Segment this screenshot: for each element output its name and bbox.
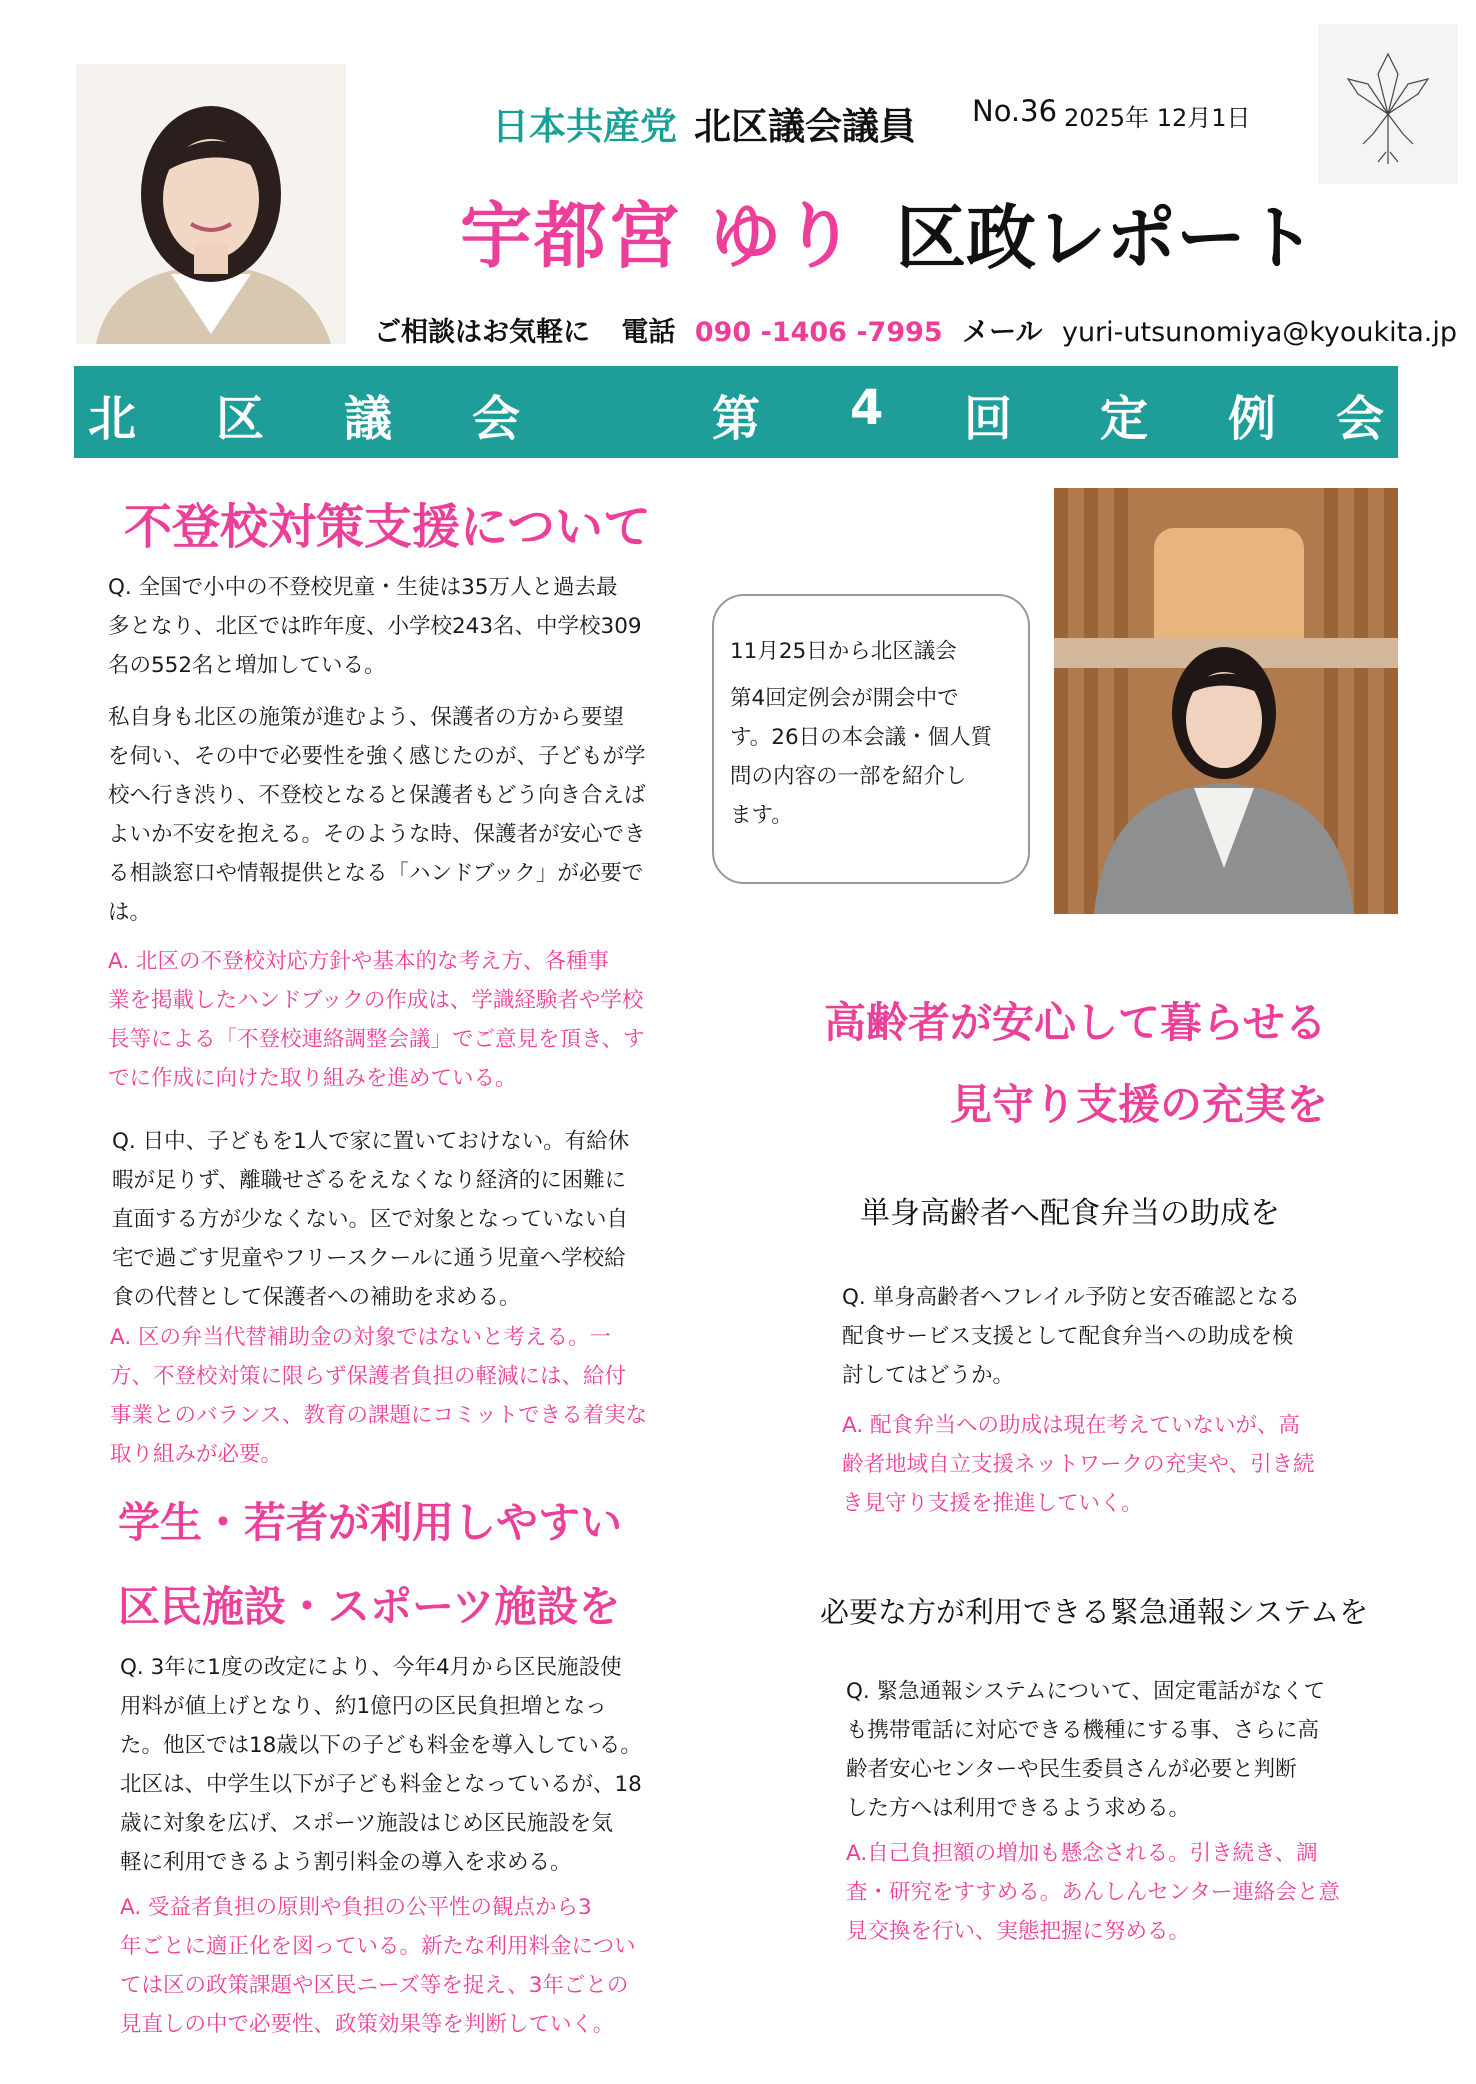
issue-date: 2025年 12月1日 [1064, 104, 1251, 132]
text-line: も携帯電話に対応できる機種にする事、さらに高 [846, 1718, 1320, 1743]
text-line: 配食サービス支援として配食弁当への助成を検 [842, 1324, 1294, 1349]
issue-number: No.36 [972, 94, 1058, 128]
text-line: ては区の政策課題や区民ニーズ等を捉え、3年ごとの [120, 1973, 629, 1998]
text-line: A. 受益者負担の原則や負担の公平性の観点から3 [120, 1895, 592, 1920]
contact-lead: ご相談はお気軽に [374, 317, 590, 348]
text-line: は。 [108, 900, 152, 925]
session-notice-bubble [712, 594, 1030, 884]
text-line: 私自身も北区の施策が進むよう、保護者の方から要望 [108, 705, 625, 730]
section-heading-youth-2: 区民施設・スポーツ施設を [118, 1582, 621, 1631]
section-heading-youth-1: 学生・若者が利用しやすい [118, 1498, 623, 1547]
banner-char: 例 [1228, 391, 1277, 447]
truancy-answer-1 [108, 942, 708, 1098]
banner-char: 4 [850, 380, 884, 436]
text-line: Q. 単身高齢者へフレイル予防と安否確認となる [842, 1285, 1301, 1310]
banner-char: 北 [88, 391, 137, 447]
text-line: 齢者地域自立支援ネットワークの充実や、引き続 [842, 1452, 1315, 1477]
text-line: 北区は、中学生以下が子ども料金となっているが、18 [120, 1772, 642, 1797]
lily-sketch-illustration [1318, 24, 1458, 184]
text-line: を伺い、その中で必要性を強く感じたのが、子どもが学 [108, 744, 646, 769]
text-line: 歳に対象を広げ、スポーツ施設はじめ区民施設を気 [120, 1811, 613, 1836]
banner-char: 会 [472, 391, 521, 447]
truancy-paragraph [108, 698, 708, 932]
banner-char: 第 [712, 391, 761, 447]
text-line: でに作成に向けた取り組みを進めている。 [108, 1066, 517, 1091]
banner-char: 会 [1336, 391, 1385, 447]
text-line: 校へ行き渋り、不登校となると保護者もどう向き合えば [108, 783, 646, 808]
subheading-emergency-system: 必要な方が利用できる緊急通報システムを [820, 1595, 1369, 1629]
text-line: 名の552名と増加している。 [108, 653, 386, 678]
section-heading-truancy: 不登校対策支援について [124, 499, 652, 555]
text-line: す。26日の本会議・個人質 [730, 725, 993, 750]
text-line: Q. 3年に1度の改定により、今年4月から区民施設使 [120, 1655, 622, 1680]
text-line: た。他区では18歳以下の子ども料金を導入している。 [120, 1733, 642, 1758]
text-line: 業を掲載したハンドブックの作成は、学識経験者や学校 [108, 988, 644, 1013]
text-line: 直面する方が少なくない。区で対象となっていない自 [112, 1207, 629, 1232]
text-line: Q. 日中、子どもを1人で家に置いておけない。有給休 [112, 1129, 630, 1154]
banner-char: 区 [216, 391, 265, 447]
text-line: る相談窓口や情報提供となる「ハンドブック」が必要で [108, 861, 644, 886]
text-line: 事業とのバランス、教育の課題にコミットできる着実な [110, 1403, 648, 1428]
text-line: A. 配食弁当への助成は現在考えていないが、高 [842, 1413, 1301, 1438]
elderly-question-1 [842, 1278, 1402, 1395]
text-line: よいか不安を抱える。そのような時、保護者が安心でき [108, 822, 646, 847]
text-line: 暇が足りず、離職せざるをえなくなり経済的に困難に [112, 1168, 627, 1193]
text-line: 食の代替として保護者への補助を求める。 [112, 1285, 521, 1310]
text-line: 問の内容の一部を紹介し [730, 764, 967, 789]
text-line: 長等による「不登校連絡調整会議」でご意見を頂き、す [108, 1027, 645, 1052]
text-line: 宅で過ごす児童やフリースクールに通う児童へ学校給 [112, 1246, 626, 1271]
phone-number[interactable]: 090 -1406 -7995 [694, 317, 943, 348]
phone-label: 電話 [621, 317, 676, 348]
text-line: した方へは利用できるよう求める。 [846, 1796, 1191, 1821]
text-line: A.自己負担額の増加も懸念される。引き続き、調 [846, 1841, 1318, 1866]
assembly-photo [1054, 488, 1398, 914]
text-line: 取り組みが必要。 [110, 1442, 283, 1467]
elderly-answer-1 [842, 1406, 1402, 1523]
text-line: 11月25日から北区議会 [730, 639, 957, 664]
text-line: 見交換を行い、実態把握に努める。 [846, 1919, 1191, 1944]
subheading-meal-subsidy: 単身高齢者へ配食弁当の助成を [860, 1196, 1280, 1231]
youth-answer [120, 1888, 720, 2044]
banner-char: 回 [964, 391, 1013, 447]
text-line: 方、不登校対策に限らず保護者負担の軽減には、給付 [110, 1364, 627, 1389]
email-address[interactable]: yuri-utsunomiya@kyoukita.jp [1061, 317, 1458, 348]
councilor-role: 北区議会議員 [694, 105, 916, 148]
text-line: 見直しの中で必要性、政策効果等を判断していく。 [120, 2012, 615, 2037]
text-line: 用料が値上げとなり、約1億円の区民負担増となっ [120, 1694, 607, 1719]
text-line: A. 北区の不登校対応方針や基本的な考え方、各種事 [108, 949, 610, 974]
text-line: き見守り支援を推進していく。 [842, 1491, 1143, 1516]
session-banner [74, 366, 1398, 458]
banner-char: 議 [344, 391, 393, 447]
truancy-question-2 [112, 1122, 712, 1317]
text-line: 第4回定例会が開会中で [730, 686, 959, 711]
contact-line [374, 310, 1457, 349]
truancy-question-1 [108, 568, 708, 685]
text-line: 討してはどうか。 [842, 1363, 1015, 1388]
text-line: 多となり、北区では昨年度、小学校243名、中学校309 [108, 614, 642, 639]
text-line: 軽に利用できるよう割引料金の導入を求める。 [120, 1850, 572, 1875]
text-line: 査・研究をすすめる。あんしんセンター連絡会と意 [846, 1880, 1340, 1905]
banner-char: 定 [1100, 391, 1149, 447]
elderly-answer-2 [846, 1834, 1406, 1951]
section-heading-elderly-2: 見守り支援の充実を [950, 1080, 1329, 1129]
text-line: 年ごとに適正化を図っている。新たな利用料金につい [120, 1934, 636, 1959]
section-heading-elderly-1: 高齢者が安心して暮らせる [824, 998, 1327, 1047]
text-line: Q. 全国で小中の不登校児童・生徒は35万人と過去最 [108, 575, 618, 600]
elderly-question-2 [846, 1672, 1406, 1828]
text-line: ます。 [730, 803, 793, 828]
councilor-portrait [76, 64, 346, 344]
truancy-answer-2 [110, 1318, 710, 1474]
mail-label: メール [962, 317, 1043, 348]
text-line: A. 区の弁当代替補助金の対象ではないと考える。一 [110, 1325, 612, 1350]
text-line: Q. 緊急通報システムについて、固定電話がなくて [846, 1679, 1326, 1704]
youth-question [120, 1648, 720, 1882]
councilor-name: 宇都宮 ゆり [460, 194, 858, 278]
party-name: 日本共産党 [492, 105, 677, 148]
text-line: 齢者安心センターや民生委員さんが必要と判断 [846, 1757, 1297, 1782]
report-title: 区政レポート [896, 197, 1316, 279]
